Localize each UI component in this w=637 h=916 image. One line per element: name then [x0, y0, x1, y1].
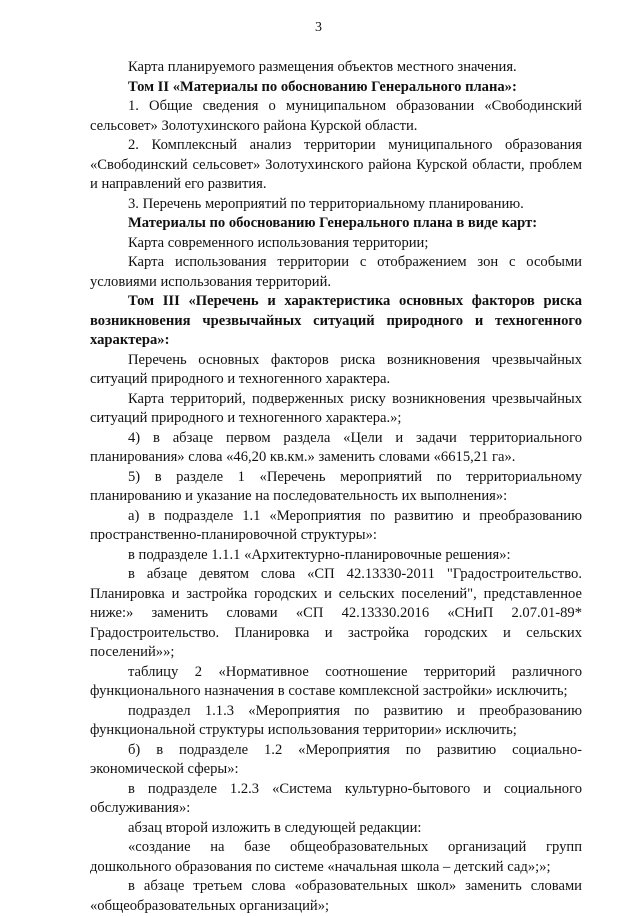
section-heading: Том II «Материалы по обоснованию Генерального плана»:	[128, 78, 517, 95]
paragraph: в подразделе 1.2.3 «Система культурно-бытового и социального обслуживания»:	[90, 780, 582, 816]
paragraph: в абзаце третьем слова «образовательных школ» заменить словами «общеобразовательных организаций»;	[90, 878, 582, 914]
paragraph: абзац второй изложить в следующей редакции:	[128, 819, 422, 836]
paragraph: 3. Перечень мероприятий по территориальному планированию.	[128, 195, 524, 212]
paragraph: б) в подразделе 1.2 «Мероприятия по развитию социально-экономической сферы»:	[90, 741, 582, 777]
paragraph: 5) в разделе 1 «Перечень мероприятий по территориальному планированию и указание на последовательность их выполнения»:	[90, 468, 582, 504]
paragraph: а) в подразделе 1.1 «Мероприятия по развитию и преобразованию пространственно-планировочной структуры»:	[90, 507, 582, 543]
paragraph: Карта современного использования территории;	[128, 234, 429, 251]
paragraph: Перечень основных факторов риска возникновения чрезвычайных ситуаций природного и техногенного характера.	[90, 351, 582, 387]
section-heading: Материалы по обоснованию Генерального плана в виде карт:	[128, 215, 538, 231]
paragraph: Карта территорий, подверженных риску возникновения чрезвычайных ситуаций природного и техногенного характера.»;	[90, 390, 582, 426]
page-number: 3	[315, 20, 322, 35]
paragraph: 1. Общие сведения о муниципальном образовании «Свободинский сельсовет» Золотухинского района Курской области.	[90, 98, 582, 134]
document-body	[90, 58, 582, 916]
paragraph: в абзаце девятом слова «СП 42.13330-2011 "Градостроительство. Планировка и застройка городских и сельских поселений", представленное ниже:» заменить словами «СП 42.13330.2016 «СНиП 2.07.01-89* Градостроительство. Планировка и застройка городских и сельских поселений»»;	[90, 566, 582, 660]
paragraph: таблицу 2 «Нормативное соотношение территорий различного функционального назначения в составе комплексной застройки» исключить;	[90, 663, 582, 699]
paragraph: в подразделе 1.1.1 «Архитектурно-планировочные решения»:	[128, 546, 511, 563]
paragraph: Карта планируемого размещения объектов местного значения.	[128, 59, 517, 75]
paragraph: 2. Комплексный анализ территории муниципального образования «Свободинский сельсовет» Золотухинского района Курской области, проблем и направлений его развития.	[90, 137, 582, 192]
paragraph: Карта использования территории с отображением зон с особыми условиями использования территорий.	[90, 254, 582, 290]
paragraph: 4) в абзаце первом раздела «Цели и задачи территориального планирования» слова «46,20 кв.км.» заменить словами «6615,21 га».	[90, 429, 582, 465]
paragraph: «создание на базе общеобразовательных организаций групп дошкольного образования по системе «начальная школа – детский сад»;»;	[90, 839, 582, 875]
paragraph: подраздел 1.1.3 «Мероприятия по развитию и преобразованию функциональной структуры использования территории» исключить;	[90, 702, 582, 738]
section-heading: Том III «Перечень и характеристика основных факторов риска возникновения чрезвычайных ситуаций природного и техногенного характера»:	[90, 293, 582, 348]
